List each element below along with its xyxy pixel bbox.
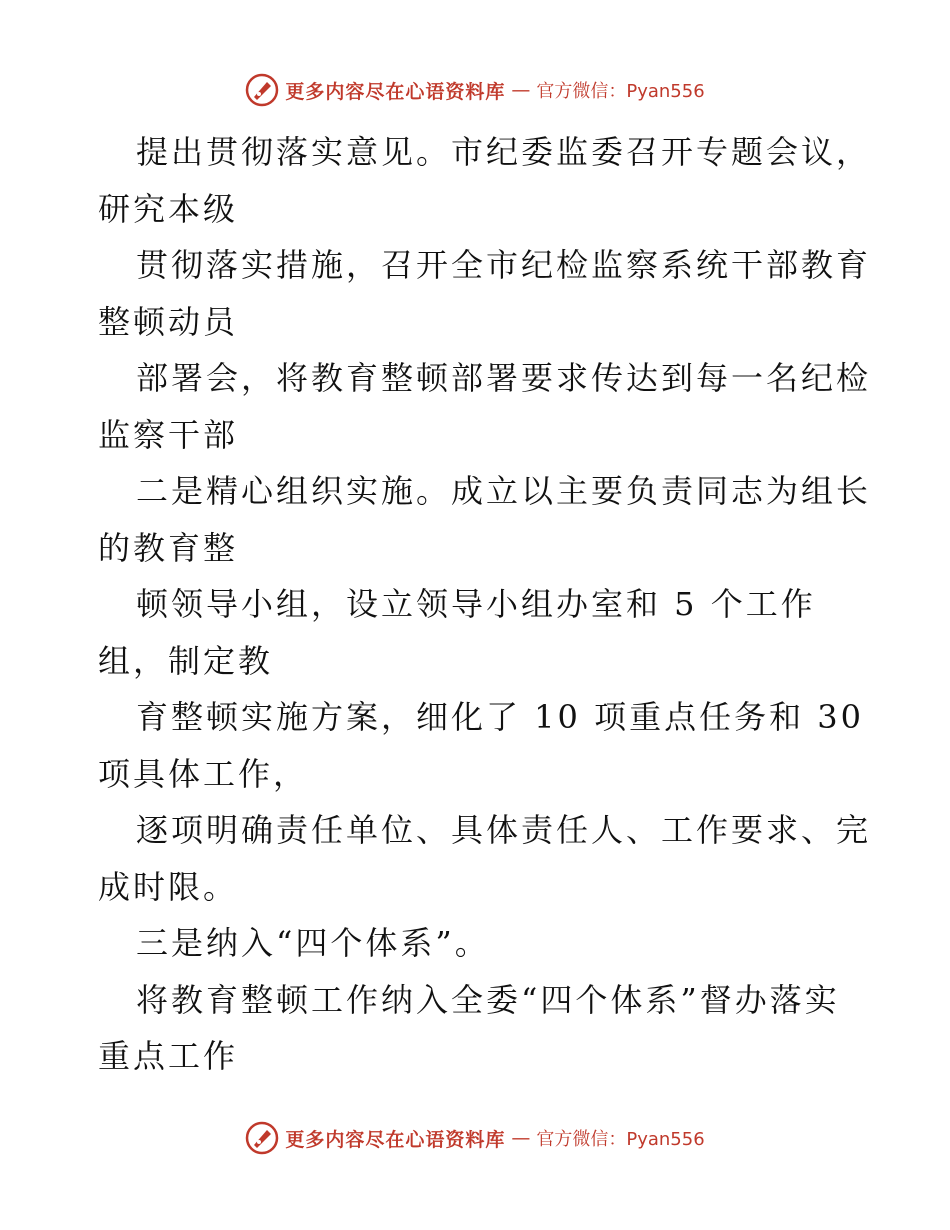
paragraph	[98, 689, 864, 802]
document-body	[98, 124, 872, 1085]
paragraph	[98, 463, 872, 576]
paragraph	[98, 802, 872, 915]
paragraph-line: 将教育整顿工作纳入全委“四个体系”督办落实	[136, 980, 840, 1019]
paragraph	[98, 237, 872, 350]
paragraph-line: 育整顿实施方案，细化了 10 项重点任务和 30	[136, 698, 864, 736]
footer-separator: —	[511, 1127, 531, 1149]
header-separator: —	[511, 79, 531, 101]
paragraph	[98, 576, 858, 689]
paragraph	[98, 915, 858, 972]
paragraph-line: 逐项明确责任单位、具体责任人、工作要求、完	[136, 811, 872, 849]
paragraph	[98, 350, 872, 463]
paragraph-line: 监察干部	[98, 415, 239, 454]
paragraph	[98, 972, 858, 1085]
pen-nib-logo-icon	[245, 1121, 279, 1155]
footer-wechat-text: 官方微信：Pyan556	[536, 1129, 705, 1150]
header-banner	[0, 70, 950, 110]
pen-nib-logo-icon	[245, 73, 279, 107]
paragraph-line: 顿领导小组，设立领导小组办室和 5 个工作	[136, 585, 816, 623]
paragraph-line: 提出贯彻落实意见。市纪委监委召开专题会议，	[136, 133, 872, 171]
paragraph-line: 组，制定教	[98, 641, 274, 680]
paragraph-line: 重点工作	[98, 1037, 239, 1075]
header-wechat-text: 官方微信：Pyan556	[536, 81, 705, 102]
paragraph-line: 项具体工作，	[98, 754, 309, 793]
paragraph-line: 部署会，将教育整顿部署要求传达到每一名纪检	[136, 359, 872, 397]
paragraph-line: 贯彻落实措施，召开全市纪检监察系统干部教育	[136, 246, 872, 284]
paragraph-line: 成时限。	[98, 867, 239, 906]
footer-brand-text: 更多内容尽在心语资料库	[285, 1128, 506, 1151]
paragraph-line: 的教育整	[98, 528, 239, 567]
paragraph-line: 研究本级	[98, 189, 239, 228]
header-brand-text: 更多内容尽在心语资料库	[285, 80, 506, 103]
paragraph	[98, 124, 872, 237]
paragraph-line: 二是精心组织实施。成立以主要负责同志为组长	[136, 472, 872, 510]
paragraph-line: 整顿动员	[98, 302, 239, 341]
paragraph-line: 三是纳入“四个体系”。	[136, 924, 490, 962]
footer-banner	[0, 1118, 950, 1158]
